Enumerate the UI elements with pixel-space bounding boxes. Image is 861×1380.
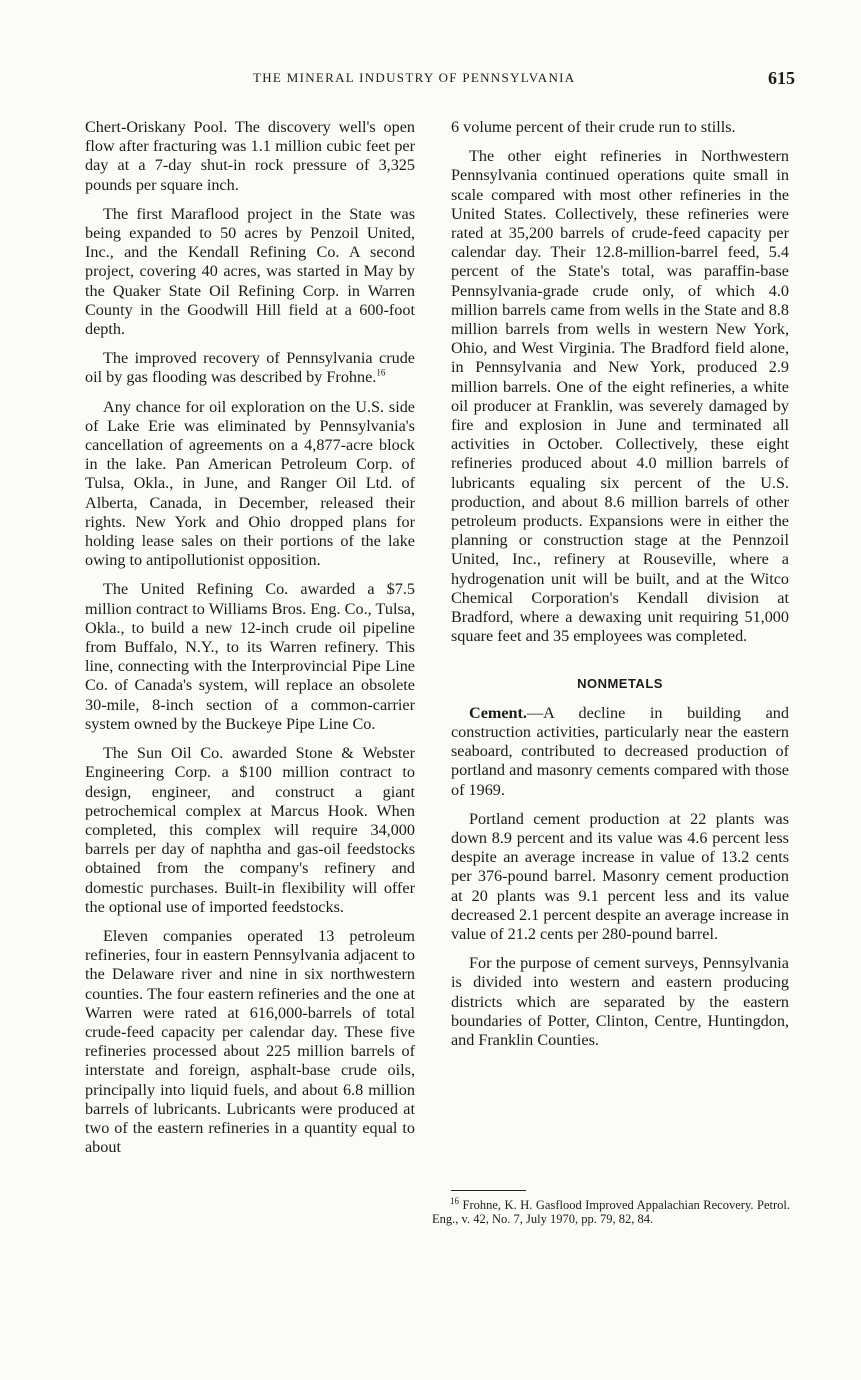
paragraph: The first Maraflood project in the State was being expanded to 50 acres by Penzoil United, Inc., and the Kendall Refining Co. A second project, covering 40 acres, was started in May by the Quaker State Oil Refining Corp. in Warren County in the Goodwill Hill field at a 600-foot depth. [85,204,415,339]
footnote-rule [451,1190,526,1191]
paragraph: The other eight refineries in Northwestern Pennsylvania continued operations quite small in scale compared with most other refineries in the United States. Collectively, these refineries were rated at 35,200 barrels of crude-feed capacity per calendar day. Their 12.8-million-barrel feed, 5.4 percent of the State's total, was paraffin-base Pennsylvania-grade crude only, of which 4.0 million barrels came from wells in the State and 8.8 million barrels from wells in western New York, Ohio, and West Virginia. The Bradford field alone, in Pennsylvania and New York, produced 2.9 million barrels. One of the eight refineries, a white oil producer at Franklin, was severely damaged by fire and explosion in June and terminated all activities in October. Collectively, these eight refineries produced about 4.0 million barrels of lubricants equaling six percent of the U.S. production, and about 8.6 million barrels of other petroleum products. Expansions were in either the planning or construction stage at the Pennzoil United, Inc., refinery at Rouseville, where a hydrogenation unit will be built, and at the Witco Chemical Corporation's Kendall division at Bradford, where a dewaxing unit requiring 51,000 square feet and 35 employees was completed. [451,147,789,646]
page-number: 615 [768,68,795,88]
paragraph: The Sun Oil Co. awarded Stone & Webster Engineering Corp. a $100 million contract to design, engineer, and construct a giant petrochemical complex at Marcus Hook. When completed, this complex will require 34,000 barrels per day of naphtha and gas-oil feedstocks obtained from the company's refinery and domestic purchases. Built-in flexibility will offer the optional use of imported feedstocks. [85,744,415,916]
paragraph: Portland cement production at 22 plants was down 8.9 percent and its value was 4.6 percent less despite an average increase in value of 13.2 cents per 376-pound barrel. Masonry cement production at 20 plants was 9.1 percent less and its value decreased 2.1 percent despite an average increase in value of 21.2 cents per 280-pound barrel. [451,809,789,943]
footnote [432,1195,790,1226]
paragraph: 6 volume percent of their crude run to stills. [451,118,736,136]
paragraph [451,704,789,800]
running-head: THE MINERAL INDUSTRY OF PENNSYLVANIA [253,70,576,85]
left-column [85,118,415,1167]
paragraph: Any chance for oil exploration on the U.S. side of Lake Erie was eliminated by Pennsylvania's cancellation of agreements on a 4,877-acre block in the lake. Pan American Petroleum Corp. of Tulsa, Okla., in June, and Ranger Oil Ltd. of Alberta, Canada, in December, released their rights. New York and Ohio dropped plans for holding lease sales on their portions of the lake owing to antipollutionist opposition. [85,397,415,570]
paragraph: For the purpose of cement surveys, Pennsylvania is divided into western and eastern producing districts which are separated by the eastern boundaries of Potter, Clinton, Centre, Huntingdon, and Franklin Counties. [451,954,789,1049]
paragraph-text: —A decline in building and construction activities, particularly near the eastern seaboard, contributed to decreased production of portland and masonry cements compared with those of 1969. [451,703,789,799]
paragraph-text: The improved recovery of Pennsylvania crude oil by gas flooding was described by Frohne. [85,349,415,387]
right-column [451,118,789,1060]
paragraph: Chert-Oriskany Pool. The discovery well's open flow after fracturing was 1.1 million cubic feet per day at a 7-day shut-in rock pressure of 3,325 pounds per square inch. [85,118,415,194]
paragraph: The United Refining Co. awarded a $7.5 million contract to Williams Bros. Eng. Co., Tulsa, Okla., to build a new 12-inch crude oil pipeline from Buffalo, N.Y., to its Warren refinery. This line, connecting with the Interprovincial Pipe Line Co. of Canada's system, will replace an obsolete 30-mile, 8-inch section of a common-carrier system owned by the Buckeye Pipe Line Co. [85,580,415,733]
paragraph: Eleven companies operated 13 petroleum refineries, four in eastern Pennsylvania adjacent to the Delaware river and nine in six northwestern counties. The four eastern refineries and the one at Warren were rated at 616,000-barrels of total crude-feed capacity per calendar day. These five refineries processed about 225 million barrels of interstate and foreign, asphalt-base crude oils, principally into liquid fuels, and about 6.8 million barrels of lubricants. Lubricants were produced at two of the eastern refineries in a quantity equal to about [85,926,415,1157]
run-in-heading: Cement. [469,703,527,722]
footnote-ref: 16 [376,368,386,379]
footnote-number: 16 [450,1195,459,1206]
footnote-text: Frohne, K. H. Gasflood Improved Appalachian Recovery. Petrol. Eng., v. 42, No. 7, July 1970, pp. 79, 82, 84. [432,1198,790,1226]
paragraph [85,349,415,387]
section-heading: NONMETALS [577,676,663,692]
